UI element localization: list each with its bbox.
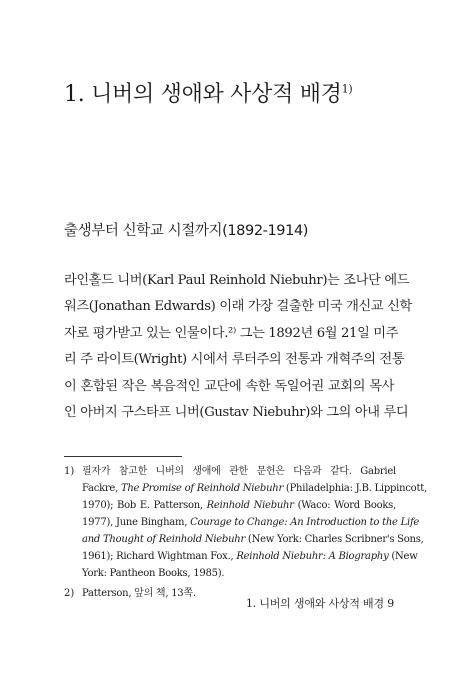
footnote-1: [64, 463, 427, 582]
body-line: 리 주 라이트(Wright) 시에서 루터주의 전통과 개혁주의 전통: [64, 352, 405, 368]
footnote-line: 1961); Richard Wightman Fox., Reinhold Niebuhr: A Biography (New: [82, 551, 418, 562]
footnote-line: 1977), June Bingham, Courage to Change: An Introduction to the Life: [82, 517, 420, 528]
chapter-title-text: 1. 니버의 생애와 사상적 배경: [64, 82, 342, 107]
footnote-line: and Thought of Reinhold Niebuhr (New York: Charles Scribner's Sons,: [82, 534, 424, 545]
body-line: 인 아버지 구스타프 니버(Gustav Niebuhr)와 그의 아내 루디: [64, 405, 409, 421]
book-title: Reinhold Niebuhr: A Biography: [236, 551, 389, 562]
body-line: 라인홀드 니버(Karl Paul Reinhold Niebuhr)는 조나단 에드: [64, 273, 410, 288]
footnotes: [64, 463, 427, 605]
section-heading: 출생부터 신학교 시절까지(1892-1914): [64, 223, 309, 239]
body-line: 이 혼합된 작은 복음적인 교단에 속한 독일어권 교회의 목사: [64, 378, 394, 394]
book-title: and Thought of Reinhold Niebuhr: [82, 534, 245, 545]
footnote-line: York: Pantheon Books, 1985).: [82, 568, 225, 579]
footnote-ref-1[interactable]: 1): [341, 82, 353, 96]
footnote-line: 1970); Bob E. Patterson, Reinhold Niebuhr (Waco: Word Books,: [82, 500, 396, 511]
chapter-title: [64, 80, 352, 110]
book-title: The Promise of Reinhold Niebuhr: [120, 483, 283, 494]
footnote-number: 2): [64, 588, 75, 599]
footnote-line: Patterson, 앞의 책, 13쪽.: [82, 588, 196, 599]
body-line: 자로 평가받고 있는 인물이다.²⁾ 그는 1892년 6월 21일 미주: [64, 325, 399, 341]
footnote-number: 1): [64, 466, 75, 477]
book-title: Courage to Change: An Introduction to the Life: [190, 517, 420, 528]
footnote-line: 필자가 참고한 니버의 생애에 관한 문헌은 다음과 같다. Gabriel: [82, 466, 396, 477]
running-footer: 1. 니버의 생애와 사상적 배경 9: [245, 597, 394, 610]
body-line: 워즈(Jonathan Edwards) 이래 가장 걸출한 미국 개신교 신학: [64, 299, 412, 315]
book-title: Reinhold Niebuhr: [206, 500, 294, 511]
footnote-line: Fackre, The Promise of Reinhold Niebuhr (Philadelphia: J.B. Lippincott,: [82, 483, 427, 494]
footnote-divider: [64, 456, 182, 457]
body-paragraph: [64, 268, 412, 426]
